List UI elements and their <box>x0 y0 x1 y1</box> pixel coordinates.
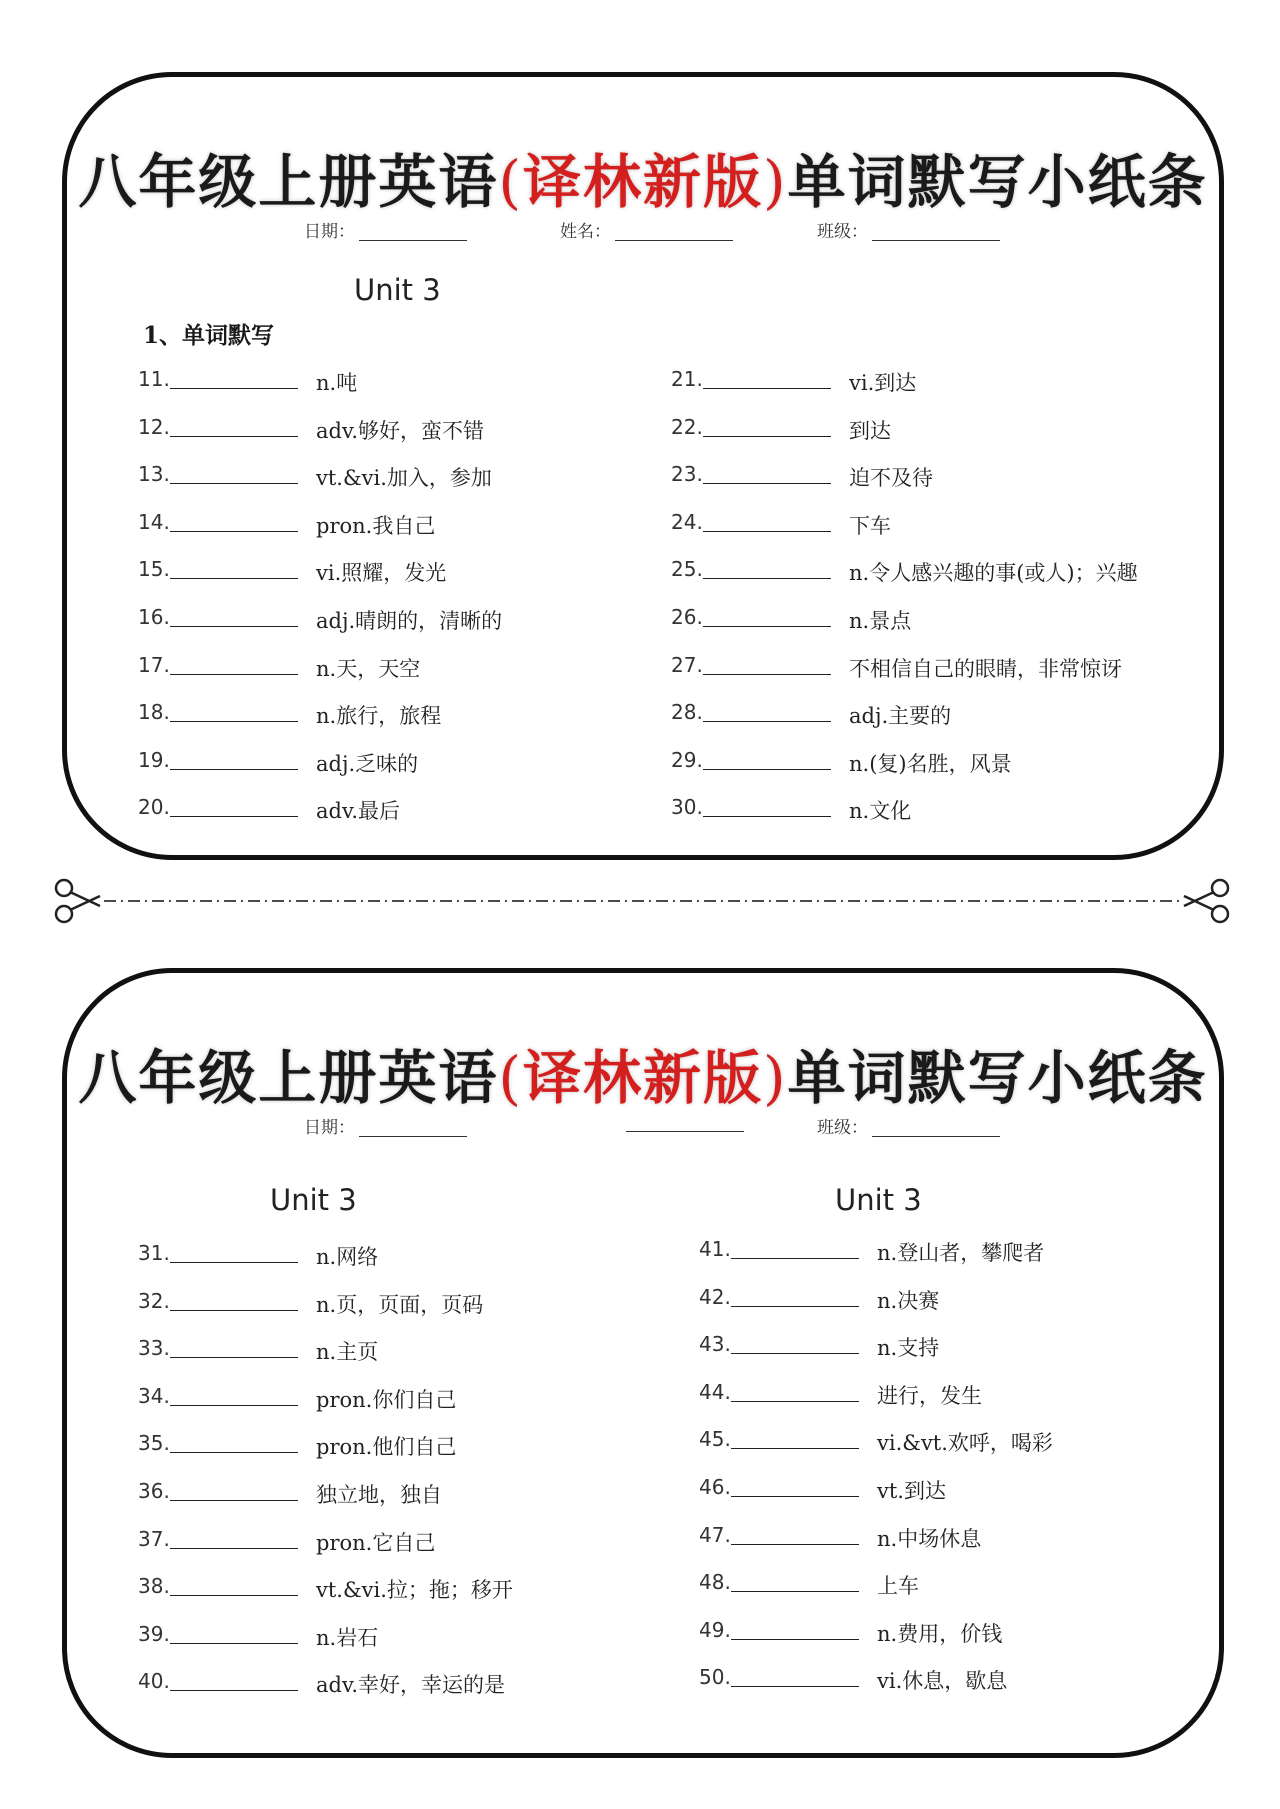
word-item <box>699 1617 1003 1648</box>
answer-blank[interactable] <box>170 1405 298 1406</box>
word-definition: adv.幸好，幸运的是 <box>316 1673 506 1698</box>
item-number: 40. <box>138 1669 170 1694</box>
word-item <box>699 1570 919 1600</box>
item-number: 33. <box>138 1336 170 1361</box>
word-item <box>671 509 891 540</box>
unit-heading-left: Unit 3 <box>270 1183 357 1217</box>
word-item <box>699 1332 940 1362</box>
item-number: 46. <box>699 1475 731 1499</box>
item-number: 24. <box>671 509 703 534</box>
word-definition: n.吨 <box>316 371 358 395</box>
word-item <box>699 1427 1053 1457</box>
word-item <box>138 1526 436 1557</box>
word-definition: 独立地，独自 <box>316 1483 442 1507</box>
word-item <box>671 367 917 397</box>
word-definition: 到达 <box>849 418 891 443</box>
item-number: 19. <box>138 747 170 772</box>
word-definition: adj.乏味的 <box>316 751 419 776</box>
word-definition: n.岩石 <box>316 1625 379 1650</box>
word-definition: n.费用，价钱 <box>877 1621 1003 1646</box>
word-definition: pron.你们自己 <box>316 1387 457 1412</box>
word-item <box>699 1379 982 1410</box>
word-definition: pron.它自己 <box>316 1530 436 1555</box>
item-number: 15. <box>138 557 170 582</box>
answer-blank[interactable] <box>731 1306 859 1307</box>
word-item <box>138 652 421 683</box>
word-definition: vt.&vi.拉；拖；移开 <box>316 1578 513 1603</box>
word-definition: n.页，页面，页码 <box>316 1292 484 1317</box>
answer-blank[interactable] <box>170 1310 298 1311</box>
word-item <box>138 1431 457 1461</box>
class-label: 班级： <box>817 222 868 242</box>
answer-blank[interactable] <box>703 531 831 532</box>
name-label: 姓名： <box>560 222 611 242</box>
word-item <box>671 557 1138 587</box>
word-item <box>699 1284 940 1315</box>
word-item <box>138 1288 484 1319</box>
item-number: 44. <box>699 1379 731 1404</box>
word-definition: n.网络 <box>316 1245 379 1269</box>
answer-blank[interactable] <box>703 388 831 389</box>
answer-blank[interactable] <box>170 578 298 579</box>
name-field[interactable] <box>560 217 733 242</box>
cut-line <box>52 876 1232 926</box>
word-item <box>671 605 912 635</box>
item-number: 14. <box>138 509 170 534</box>
answer-blank[interactable] <box>703 436 831 437</box>
item-number: 50. <box>699 1665 731 1690</box>
word-item <box>671 747 1012 778</box>
title-main-text: 八年级上册英语 <box>78 148 499 216</box>
word-definition: n.景点 <box>849 609 912 633</box>
word-item <box>138 1336 379 1366</box>
answer-blank[interactable] <box>731 1496 859 1497</box>
card-title <box>67 135 1219 219</box>
item-number: 22. <box>671 414 703 439</box>
word-item <box>138 1621 379 1652</box>
item-number: 43. <box>699 1332 731 1357</box>
item-number: 18. <box>138 700 170 725</box>
scissors-icon <box>56 880 100 922</box>
item-number: 13. <box>138 462 170 487</box>
word-definition: n.支持 <box>877 1336 940 1361</box>
word-item <box>671 414 891 445</box>
class-field[interactable] <box>817 217 1000 242</box>
answer-blank[interactable] <box>170 769 298 770</box>
word-definition: n.天，天空 <box>316 656 421 681</box>
word-definition: n.令人感兴趣的事(或人)；兴趣 <box>849 561 1138 586</box>
word-item <box>699 1237 1045 1267</box>
word-item <box>671 462 933 492</box>
word-definition: vi.休息，歇息 <box>877 1669 1008 1694</box>
answer-blank[interactable] <box>731 1401 859 1402</box>
date-field[interactable] <box>304 1113 467 1138</box>
title-paren-open: ( <box>498 1044 523 1112</box>
item-number: 34. <box>138 1383 170 1408</box>
title-paren-open: ( <box>498 148 523 216</box>
item-number: 48. <box>699 1570 731 1595</box>
item-number: 29. <box>671 747 703 772</box>
item-number: 27. <box>671 652 703 677</box>
word-item <box>671 795 912 825</box>
item-number: 36. <box>138 1479 170 1503</box>
answer-blank[interactable] <box>731 1258 859 1259</box>
answer-blank[interactable] <box>170 1262 298 1263</box>
title-suffix-text: 单词默写小纸条 <box>787 1044 1208 1112</box>
answer-blank[interactable] <box>170 1548 298 1549</box>
word-definition: 迫不及待 <box>849 466 933 491</box>
word-item <box>699 1475 946 1505</box>
item-number: 41. <box>699 1237 731 1261</box>
word-item <box>138 605 503 635</box>
word-definition: adv.最后 <box>316 799 401 824</box>
word-definition: n.(复)名胜，风景 <box>849 751 1012 776</box>
word-definition: adj.主要的 <box>849 704 952 729</box>
date-field[interactable] <box>304 217 467 242</box>
title-edition-text: 译林新版 <box>522 1044 763 1112</box>
item-number: 42. <box>699 1284 731 1309</box>
word-item <box>671 652 1122 683</box>
item-number: 37. <box>138 1526 170 1551</box>
word-definition: n.决赛 <box>877 1288 940 1313</box>
item-number: 12. <box>138 414 170 439</box>
title-edition-text: 译林新版 <box>522 148 763 216</box>
word-item <box>138 1241 379 1271</box>
answer-blank[interactable] <box>703 578 831 579</box>
word-item <box>138 747 419 778</box>
item-number: 32. <box>138 1288 170 1313</box>
name-field[interactable] <box>622 1113 744 1133</box>
word-definition: n.文化 <box>849 799 912 824</box>
word-item <box>138 414 485 445</box>
item-number: 20. <box>138 795 170 820</box>
name-blank[interactable] <box>615 240 733 241</box>
answer-blank[interactable] <box>731 1639 859 1640</box>
answer-blank[interactable] <box>731 1544 859 1545</box>
answer-blank[interactable] <box>170 483 298 484</box>
title-main-text: 八年级上册英语 <box>78 1044 499 1112</box>
item-number: 39. <box>138 1621 170 1646</box>
answer-blank[interactable] <box>170 816 298 817</box>
word-item <box>699 1522 982 1553</box>
class-blank[interactable] <box>872 240 1000 241</box>
word-definition: 进行，发生 <box>877 1383 982 1408</box>
item-number: 26. <box>671 605 703 629</box>
item-number: 25. <box>671 557 703 582</box>
word-definition: n.登山者，攀爬者 <box>877 1241 1045 1265</box>
answer-blank[interactable] <box>731 1448 859 1449</box>
item-number: 16. <box>138 605 170 629</box>
word-item <box>138 557 447 587</box>
class-label: 班级： <box>817 1118 868 1138</box>
word-definition: n.主页 <box>316 1340 379 1365</box>
answer-blank[interactable] <box>703 626 831 627</box>
answer-blank[interactable] <box>170 626 298 627</box>
item-number: 21. <box>671 367 703 391</box>
word-definition: 下车 <box>849 513 891 538</box>
item-number: 38. <box>138 1574 170 1599</box>
date-label: 日期： <box>304 1118 355 1138</box>
answer-blank[interactable] <box>170 436 298 437</box>
word-item <box>138 1383 457 1414</box>
item-number: 47. <box>699 1522 731 1547</box>
answer-blank[interactable] <box>170 674 298 675</box>
answer-blank[interactable] <box>170 1690 298 1691</box>
word-definition: n.中场休息 <box>877 1526 982 1551</box>
class-field[interactable] <box>817 1113 1000 1138</box>
item-number: 17. <box>138 652 170 677</box>
word-definition: adj.晴朗的，清晰的 <box>316 609 503 633</box>
word-item <box>138 367 358 397</box>
word-definition: vi.&vt.欢呼，喝彩 <box>877 1431 1053 1456</box>
card-title <box>67 1031 1219 1115</box>
name-blank[interactable] <box>626 1131 744 1132</box>
answer-blank[interactable] <box>703 721 831 722</box>
item-number: 49. <box>699 1617 731 1642</box>
answer-blank[interactable] <box>170 1452 298 1453</box>
word-item <box>138 509 436 540</box>
answer-blank[interactable] <box>170 1500 298 1501</box>
answer-blank[interactable] <box>170 721 298 722</box>
item-number: 31. <box>138 1241 170 1265</box>
unit-heading: Unit 3 <box>354 273 441 307</box>
word-item <box>699 1665 1008 1695</box>
item-number: 30. <box>671 795 703 820</box>
answer-blank[interactable] <box>170 388 298 389</box>
word-definition: vi.到达 <box>849 371 917 395</box>
item-number: 23. <box>671 462 703 487</box>
scissors-icon <box>1184 880 1228 922</box>
answer-blank[interactable] <box>170 531 298 532</box>
word-definition: vt.&vi.加入，参加 <box>316 466 492 491</box>
word-item <box>138 462 492 492</box>
answer-blank[interactable] <box>703 483 831 484</box>
answer-blank[interactable] <box>170 1357 298 1358</box>
title-suffix-text: 单词默写小纸条 <box>787 148 1208 216</box>
word-item <box>138 1574 513 1604</box>
answer-blank[interactable] <box>170 1643 298 1644</box>
word-definition: 不相信自己的眼睛，非常惊讶 <box>849 656 1122 681</box>
word-definition: 上车 <box>877 1574 919 1599</box>
answer-blank[interactable] <box>170 1595 298 1596</box>
item-number: 28. <box>671 700 703 725</box>
top-dictation-card <box>62 72 1224 860</box>
date-blank[interactable] <box>359 1136 467 1137</box>
word-definition: pron.他们自己 <box>316 1435 457 1460</box>
title-paren-close: ) <box>763 148 788 216</box>
answer-blank[interactable] <box>731 1686 859 1687</box>
item-number: 11. <box>138 367 170 391</box>
word-definition: vi.照耀，发光 <box>316 561 447 586</box>
word-item <box>138 1669 506 1699</box>
word-definition: adv.够好，蛮不错 <box>316 418 485 443</box>
word-definition: vt.到达 <box>877 1479 946 1503</box>
class-blank[interactable] <box>872 1136 1000 1137</box>
word-item <box>138 1479 442 1509</box>
item-number: 35. <box>138 1431 170 1456</box>
date-blank[interactable] <box>359 240 467 241</box>
title-paren-close: ) <box>763 1044 788 1112</box>
answer-blank[interactable] <box>703 816 831 817</box>
word-item <box>138 700 442 730</box>
word-definition: pron.我自己 <box>316 513 436 538</box>
unit-heading-right: Unit 3 <box>835 1183 922 1217</box>
answer-blank[interactable] <box>731 1353 859 1354</box>
answer-blank[interactable] <box>703 769 831 770</box>
answer-blank[interactable] <box>731 1591 859 1592</box>
date-label: 日期： <box>304 222 355 242</box>
word-definition: n.旅行，旅程 <box>316 704 442 729</box>
item-number: 45. <box>699 1427 731 1452</box>
section-heading: 1、单词默写 <box>143 322 275 349</box>
word-item <box>138 795 401 825</box>
answer-blank[interactable] <box>703 674 831 675</box>
bottom-dictation-card <box>62 968 1224 1758</box>
word-item <box>671 700 952 730</box>
